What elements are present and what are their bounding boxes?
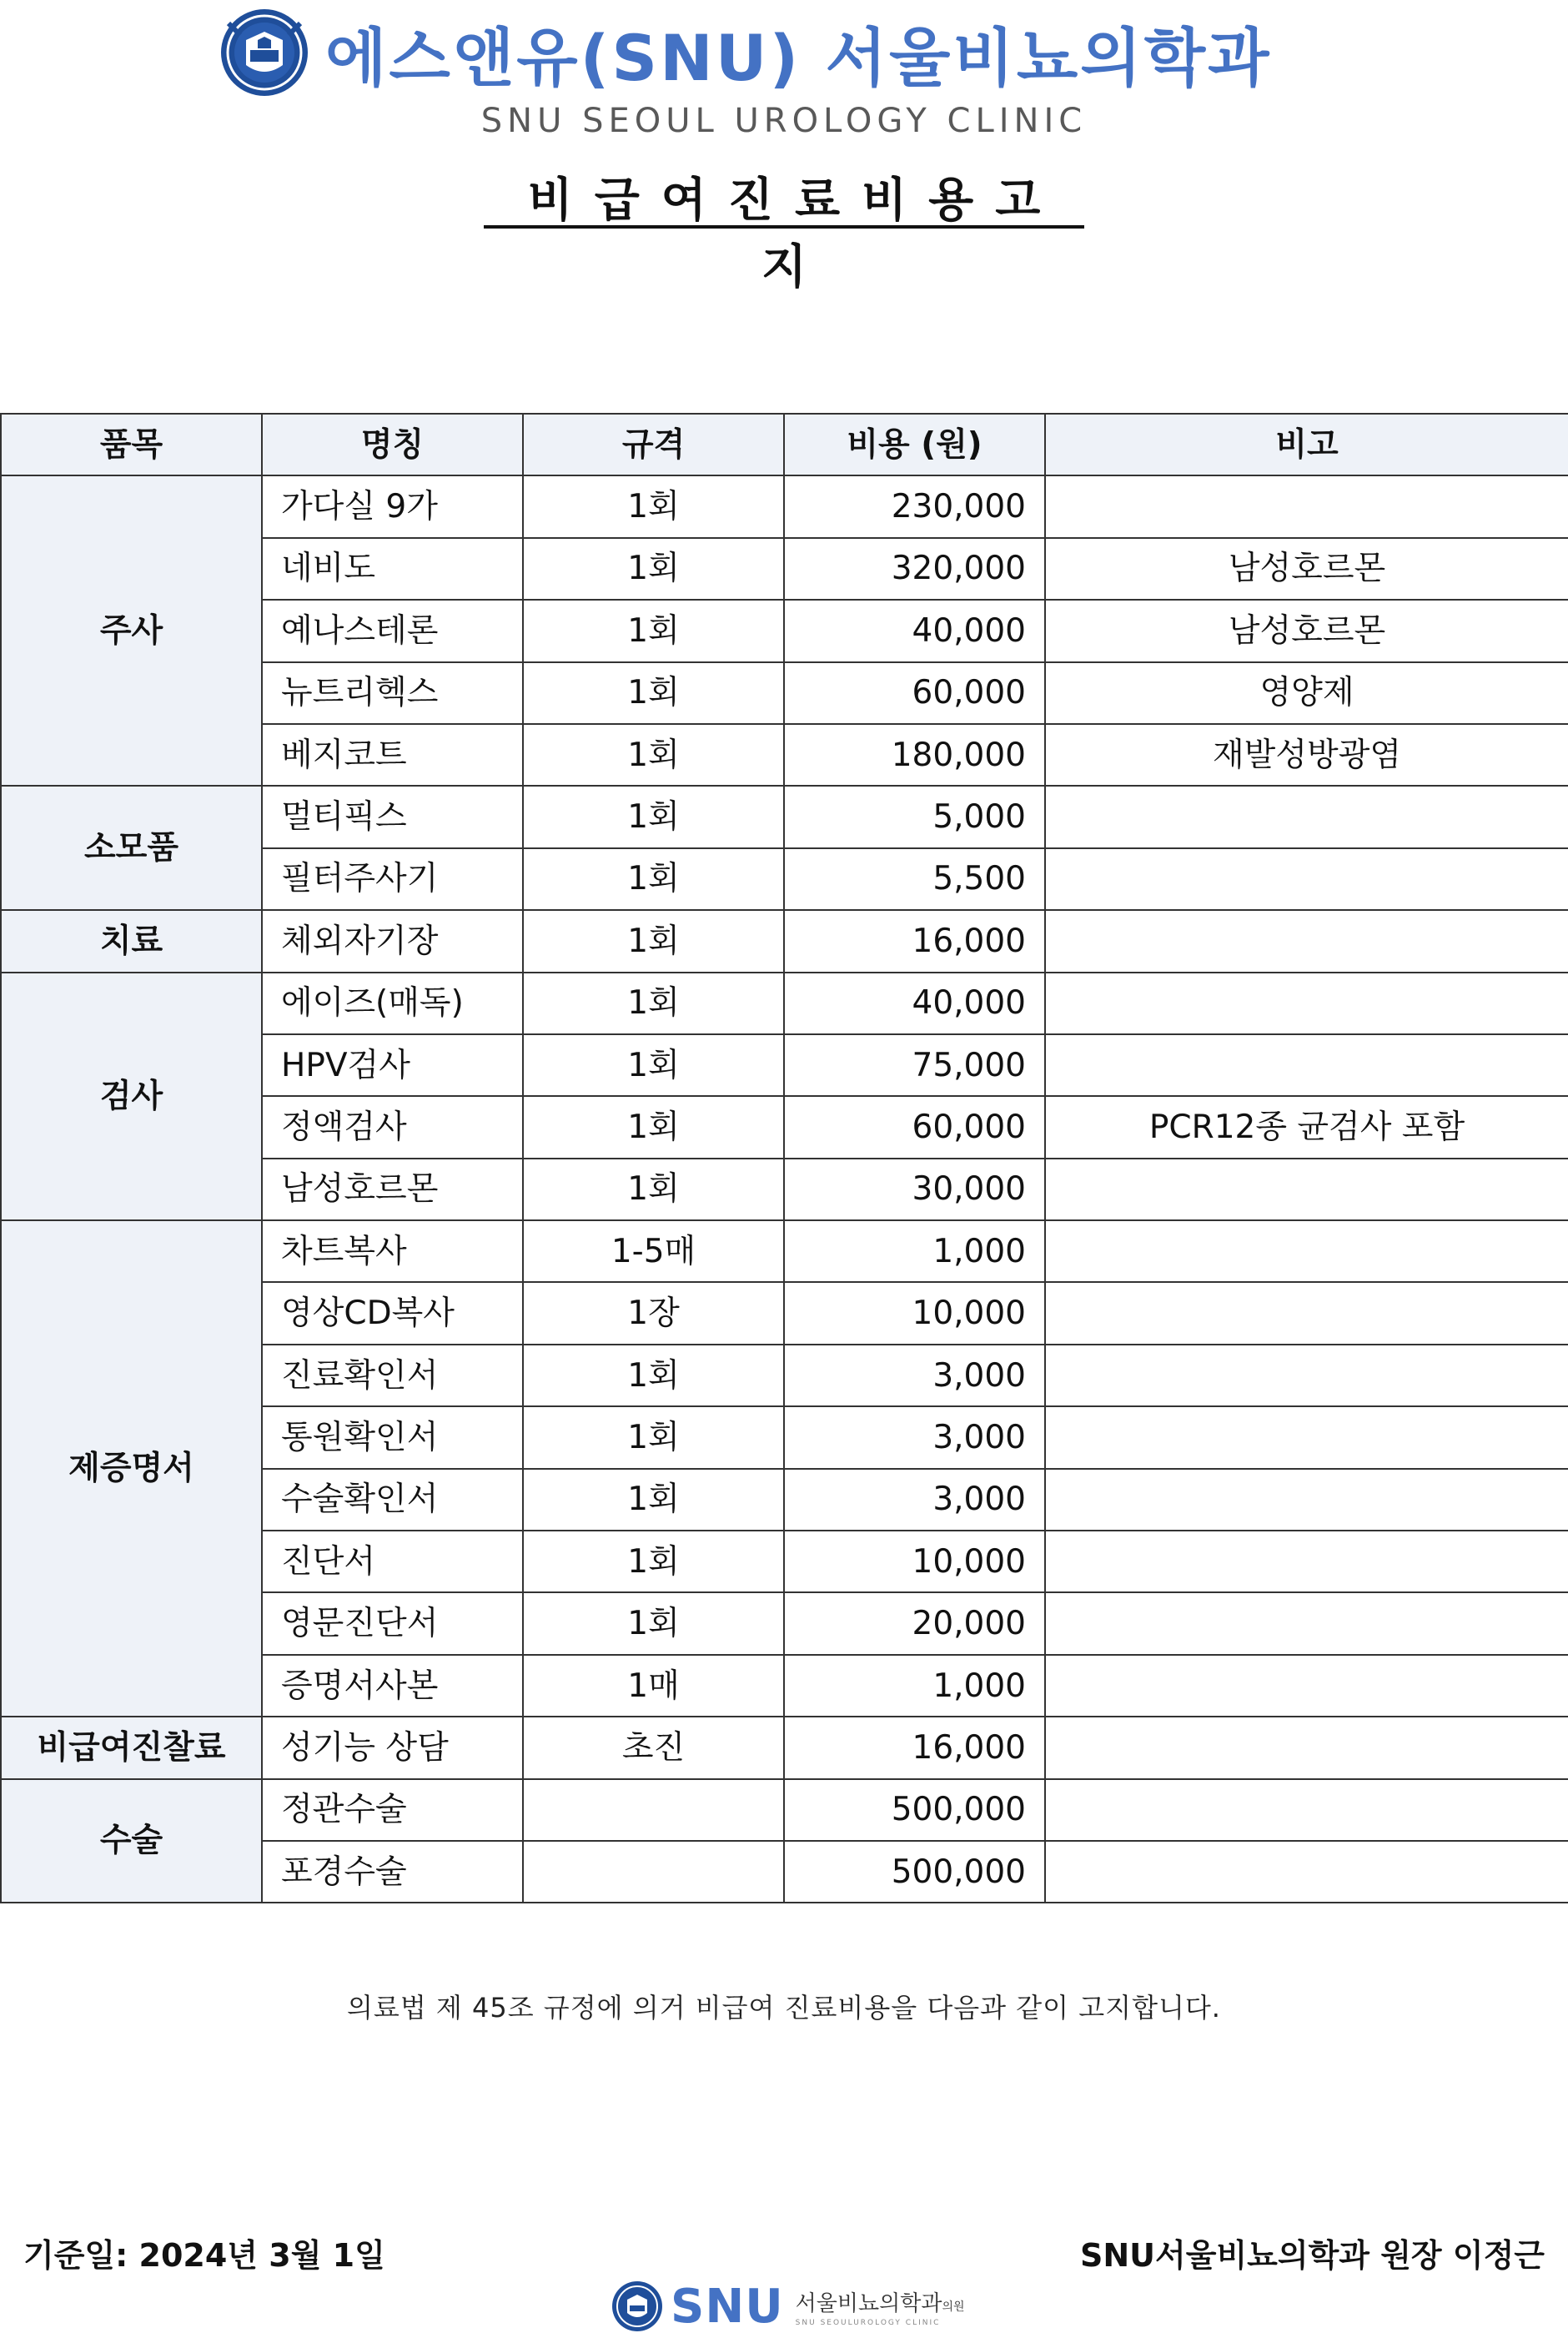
cost-cell: 10,000	[784, 1282, 1045, 1344]
note-cell	[1045, 1779, 1568, 1841]
cost-cell: 3,000	[784, 1345, 1045, 1406]
item-name-cell: 정액검사	[262, 1096, 523, 1158]
footer-logo-korean-name: 서울비뇨의학과	[795, 2290, 942, 2316]
category-cell: 제증명서	[1, 1220, 262, 1717]
table-row	[1, 786, 1568, 847]
item-name-cell: HPV검사	[262, 1034, 523, 1096]
item-name-cell: 체외자기장	[262, 910, 523, 972]
spec-cell: 1회	[523, 1406, 784, 1468]
spec-cell	[523, 1779, 784, 1841]
note-cell	[1045, 973, 1568, 1034]
table-header-row	[1, 414, 1568, 475]
table-row	[1, 1220, 1568, 1282]
title-underline	[484, 225, 1084, 229]
note-cell	[1045, 1220, 1568, 1282]
item-name-cell: 네비도	[262, 538, 523, 600]
category-cell: 수술	[1, 1779, 262, 1903]
cost-cell: 320,000	[784, 538, 1045, 600]
item-name-cell: 증명서사본	[262, 1655, 523, 1717]
cost-cell: 180,000	[784, 724, 1045, 786]
spec-cell: 1회	[523, 600, 784, 661]
item-name-cell: 가다실 9가	[262, 475, 523, 537]
cost-cell: 1,000	[784, 1655, 1045, 1717]
spec-cell: 1회	[523, 1159, 784, 1220]
category-cell: 치료	[1, 910, 262, 972]
note-cell	[1045, 1406, 1568, 1468]
cost-cell: 75,000	[784, 1034, 1045, 1096]
spec-cell: 1회	[523, 1531, 784, 1592]
column-header-category: 품목	[1, 414, 262, 475]
column-header-name: 명칭	[262, 414, 523, 475]
footer-logo-text: SNU	[671, 2279, 784, 2334]
spec-cell: 1-5매	[523, 1220, 784, 1282]
item-name-cell: 필터주사기	[262, 848, 523, 910]
spec-cell: 1회	[523, 786, 784, 847]
spec-cell: 초진	[523, 1717, 784, 1778]
note-cell: 남성호르몬	[1045, 600, 1568, 661]
signer: SNU서울비뇨의학과 원장 이정근	[1080, 2237, 1545, 2274]
note-cell	[1045, 1469, 1568, 1531]
cost-cell: 500,000	[784, 1779, 1045, 1841]
cost-cell: 3,000	[784, 1469, 1045, 1531]
note-cell: 남성호르몬	[1045, 538, 1568, 600]
item-name-cell: 차트복사	[262, 1220, 523, 1282]
table-row	[1, 973, 1568, 1034]
item-name-cell: 정관수술	[262, 1779, 523, 1841]
item-name-cell: 진단서	[262, 1531, 523, 1592]
legal-notice: 의료법 제 45조 규정에 의거 비급여 진료비용을 다음과 같이 고지합니다.	[347, 1992, 1221, 2024]
note-cell	[1045, 848, 1568, 910]
note-cell	[1045, 1841, 1568, 1903]
spec-cell: 1회	[523, 848, 784, 910]
footer-logo	[611, 2277, 965, 2335]
table-row	[1, 910, 1568, 972]
spec-cell: 1회	[523, 1469, 784, 1531]
cost-cell: 16,000	[784, 910, 1045, 972]
spec-cell	[523, 1841, 784, 1903]
cost-cell: 230,000	[784, 475, 1045, 537]
cost-cell: 5,500	[784, 848, 1045, 910]
item-name-cell: 통원확인서	[262, 1406, 523, 1468]
university-seal-icon	[611, 2280, 664, 2333]
fee-table	[0, 413, 1568, 1903]
item-name-cell: 영문진단서	[262, 1592, 523, 1654]
clinic-name: 에스앤유(SNU) 서울비뇨의학과	[325, 20, 1272, 95]
cost-cell: 40,000	[784, 600, 1045, 661]
spec-cell: 1회	[523, 724, 784, 786]
column-header-spec: 규격	[523, 414, 784, 475]
cost-cell: 500,000	[784, 1841, 1045, 1903]
footer-logo-caption	[796, 2286, 965, 2327]
clinic-name-english: SNU SEOUL UROLOGY CLINIC	[480, 102, 1088, 140]
spec-cell: 1매	[523, 1655, 784, 1717]
note-cell	[1045, 1282, 1568, 1344]
item-name-cell: 남성호르몬	[262, 1159, 523, 1220]
item-name-cell: 뉴트리헥스	[262, 662, 523, 724]
cost-cell: 60,000	[784, 1096, 1045, 1158]
note-cell	[1045, 786, 1568, 847]
spec-cell: 1회	[523, 662, 784, 724]
spec-cell: 1회	[523, 475, 784, 537]
clinic-logo-row	[219, 5, 1272, 100]
item-name-cell: 포경수술	[262, 1841, 523, 1903]
category-cell: 비급여진찰료	[1, 1717, 262, 1778]
spec-cell: 1회	[523, 910, 784, 972]
item-name-cell: 예나스테론	[262, 600, 523, 661]
cost-cell: 5,000	[784, 786, 1045, 847]
note-cell	[1045, 1345, 1568, 1406]
note-cell	[1045, 1159, 1568, 1220]
cost-cell: 10,000	[784, 1531, 1045, 1592]
table-row	[1, 1779, 1568, 1841]
cost-cell: 16,000	[784, 1717, 1045, 1778]
table-row	[1, 475, 1568, 537]
cost-cell: 30,000	[784, 1159, 1045, 1220]
item-name-cell: 영상CD복사	[262, 1282, 523, 1344]
footer-logo-korean-suffix: 의원	[942, 2300, 965, 2314]
item-name-cell: 멀티픽스	[262, 786, 523, 847]
spec-cell: 1장	[523, 1282, 784, 1344]
cost-cell: 60,000	[784, 662, 1045, 724]
footer-logo-korean	[796, 2286, 965, 2317]
cost-cell: 3,000	[784, 1406, 1045, 1468]
note-cell: 영양제	[1045, 662, 1568, 724]
university-seal-icon	[219, 7, 310, 98]
spec-cell: 1회	[523, 1345, 784, 1406]
table-row	[1, 1717, 1568, 1778]
cost-cell: 1,000	[784, 1220, 1045, 1282]
note-cell	[1045, 1655, 1568, 1717]
spec-cell: 1회	[523, 1096, 784, 1158]
document-header	[0, 0, 1568, 294]
spec-cell: 1회	[523, 538, 784, 600]
item-name-cell: 베지코트	[262, 724, 523, 786]
note-cell	[1045, 1034, 1568, 1096]
cost-cell: 20,000	[784, 1592, 1045, 1654]
note-cell	[1045, 1717, 1568, 1778]
note-cell	[1045, 1592, 1568, 1654]
footer-logo-english: SNU SEOULUROLOGY CLINIC	[795, 2318, 941, 2327]
category-cell: 검사	[1, 973, 262, 1221]
document-title: 비급여진료비용고지	[527, 173, 1063, 294]
category-cell: 소모품	[1, 786, 262, 910]
item-name-cell: 성기능 상담	[262, 1717, 523, 1778]
item-name-cell: 에이즈(매독)	[262, 973, 523, 1034]
note-cell: 재발성방광염	[1045, 724, 1568, 786]
spec-cell: 1회	[523, 1592, 784, 1654]
spec-cell: 1회	[523, 973, 784, 1034]
note-cell	[1045, 475, 1568, 537]
item-name-cell: 진료확인서	[262, 1345, 523, 1406]
effective-date: 기준일: 2024년 3월 1일	[23, 2237, 385, 2274]
column-header-cost: 비용 (원)	[784, 414, 1045, 475]
note-cell	[1045, 1531, 1568, 1592]
column-header-note: 비고	[1045, 414, 1568, 475]
note-cell: PCR12종 균검사 포함	[1045, 1096, 1568, 1158]
cost-cell: 40,000	[784, 973, 1045, 1034]
category-cell: 주사	[1, 475, 262, 786]
note-cell	[1045, 910, 1568, 972]
spec-cell: 1회	[523, 1034, 784, 1096]
item-name-cell: 수술확인서	[262, 1469, 523, 1531]
